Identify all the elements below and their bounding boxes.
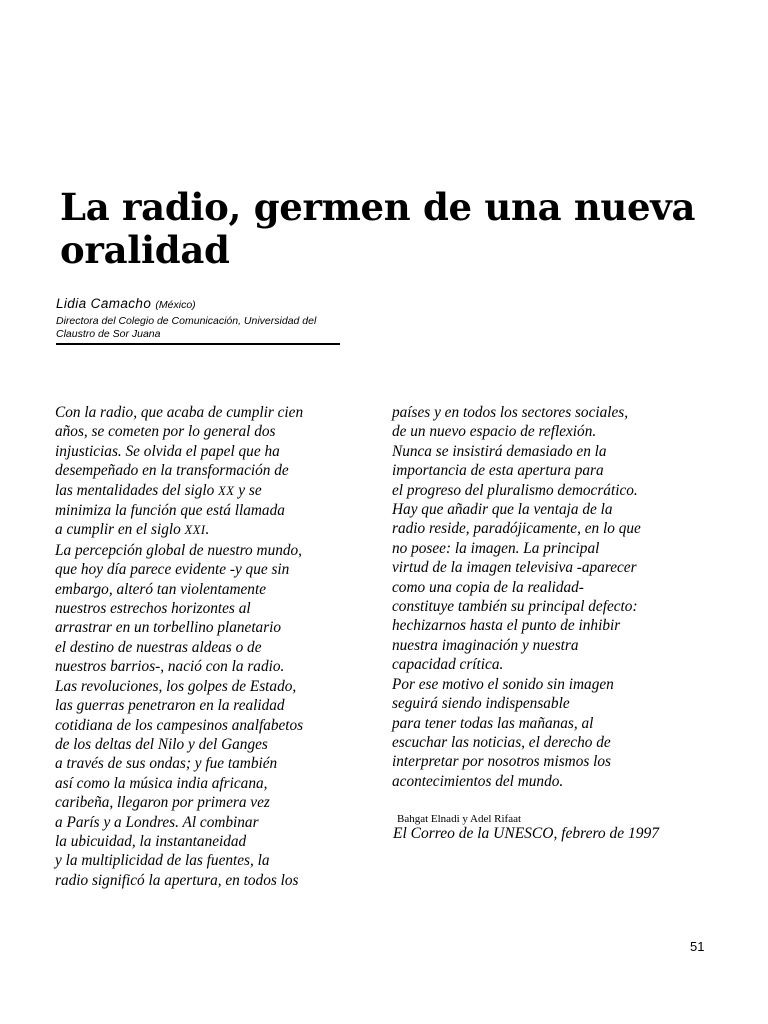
author-name: Lidia Camacho: [56, 296, 152, 311]
text-segment: a cumplir en el siglo: [55, 521, 185, 539]
text-line: radio reside, paradójicamente, en lo que: [392, 520, 641, 538]
affiliation-line-2: Claustro de Sor Juana: [56, 328, 161, 340]
affiliation-line-1: Directora del Colegio de Comunicación, Universidad del: [56, 315, 317, 327]
title-line-1: La radio, germen de una nueva: [60, 185, 696, 229]
text-line: virtud de la imagen televisiva -aparecer: [392, 559, 637, 577]
text-line: y la multiplicidad de las fuentes, la: [55, 852, 270, 870]
text-line: interpretar por nosotros mismos los: [392, 753, 611, 771]
text-segment: y se: [234, 481, 262, 499]
text-line: cotidiana de los campesinos analfabetos: [55, 716, 304, 734]
text-line: arrastrar en un torbellino planetario: [55, 619, 282, 637]
citation-source: El Correo de la UNESCO, febrero de 1997: [393, 825, 660, 842]
text-line: de un nuevo espacio de reflexión.: [392, 423, 597, 441]
text-line: como una copia de la realidad-: [392, 578, 584, 596]
text-line: desempeñado en la transformación de: [55, 462, 289, 480]
text-segment: las mentalidades del siglo: [55, 481, 219, 499]
text-line: de los deltas del Nilo y del Ganges: [55, 735, 268, 753]
text-line: países y en todos los sectores sociales,: [392, 404, 629, 421]
author-divider: [56, 343, 340, 345]
author-country: (México): [155, 299, 196, 311]
text-line: a través de sus ondas; y fue también: [55, 755, 278, 773]
title-line-2: oralidad: [60, 228, 230, 272]
text-line: que hoy día parece evidente -y que sin: [55, 561, 290, 579]
text-line: seguirá siendo indispensable: [392, 695, 570, 713]
text-line: importancia de esta apertura para: [392, 462, 604, 480]
article-title: [60, 186, 720, 272]
author-block: [56, 295, 356, 341]
text-line: Con la radio, que acaba de cumplir cien: [55, 404, 304, 421]
right-text-column: [392, 403, 712, 791]
citation-credit: Bahgat Elnadi y Adel Rifaat: [397, 813, 522, 825]
text-line: constituye también su principal defecto:: [392, 598, 638, 616]
text-line: nuestros barrios-, nació con la radio.: [55, 658, 285, 676]
text-line: así como la música india africana,: [55, 774, 268, 792]
text-line: hechizarnos hasta el punto de inhibir: [392, 617, 621, 635]
text-line: nuestros estrechos horizontes al: [55, 600, 251, 618]
text-line: las guerras penetraron en la realidad: [55, 697, 285, 715]
text-line: el destino de nuestras aldeas o de: [55, 638, 262, 656]
author-line: [56, 295, 356, 314]
century-numeral: XXI: [184, 523, 206, 538]
text-line: embargo, alteró tan violentamente: [55, 580, 266, 598]
left-text-column: [55, 403, 355, 890]
text-line: Hay que añadir que la ventaja de la: [392, 501, 613, 519]
text-line: escuchar las noticias, el derecho de: [392, 733, 611, 751]
author-affiliation: [56, 315, 356, 341]
page-number: 51: [690, 939, 705, 954]
text-segment: .: [205, 521, 210, 539]
text-line: radio significó la apertura, en todos los: [55, 871, 299, 889]
text-line: La percepción global de nuestro mundo,: [55, 541, 302, 559]
text-line: la ubicuidad, la instantaneidad: [55, 832, 247, 850]
text-line: minimiza la función que está llamada: [55, 502, 285, 520]
text-line: nuestra imaginación y nuestra: [392, 636, 579, 654]
text-line: caribeña, llegaron por primera vez: [55, 794, 270, 812]
century-numeral: XX: [218, 483, 235, 498]
text-line: años, se cometen por lo general dos: [55, 423, 276, 441]
text-line: el progreso del pluralismo democrático.: [392, 481, 638, 499]
text-line: Nunca se insistirá demasiado en la: [392, 442, 607, 460]
text-line: a París y a Londres. Al combinar: [55, 813, 259, 831]
text-line: capacidad crítica.: [392, 656, 504, 674]
text-line: Por ese motivo el sonido sin imagen: [392, 675, 614, 693]
text-line-with-century: [55, 481, 355, 501]
text-line: no posee: la imagen. La principal: [392, 539, 600, 557]
text-line: para tener todas las mañanas, al: [392, 714, 594, 732]
text-line-with-century: [55, 520, 355, 540]
text-line: acontecimientos del mundo.: [392, 772, 564, 790]
text-line: injusticias. Se olvida el papel que ha: [55, 442, 280, 460]
text-line: Las revoluciones, los golpes de Estado,: [55, 677, 297, 695]
